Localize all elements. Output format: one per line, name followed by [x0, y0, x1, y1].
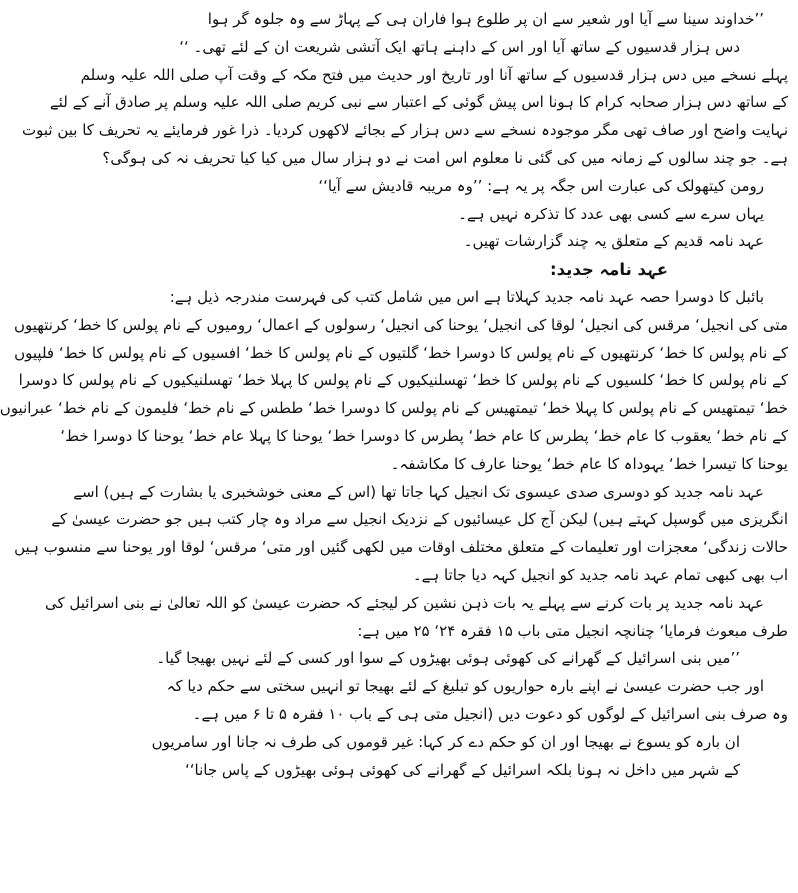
text-line: بائبل کا دوسرا حصہ عہد نامہ جدید کہلاتا ہے اس میں شامل کتب کی فہرست مندرجہ ذیل ہے: — [169, 287, 764, 306]
text-line: خط‘ تیمتھیس کے نام پولس کا پہلا خط‘ تیمتھیس کے نام پولس کا دوسرا خط‘ ططس کے نام خط‘ فلیمون کے نام خط‘ عبرانیوں — [0, 399, 788, 418]
text-line: کے نام پولس کا خط‘ کلسیوں کے نام پولس کا خط‘ تھسلنیکیوں کے نام پولس کا پہلا خط‘ تھسلنیکیوں کے نام پولس کا دوسرا — [18, 371, 788, 390]
text-line: اور جب حضرت عیسیٰ نے اپنے بارہ حواریوں کو تبلیغ کے لئے بھیجا تو انہیں سختی سے حکم دیا کہ — [166, 677, 764, 696]
text-line: کے شہر میں داخل نہ ہونا بلکہ اسرائیل کے گھرانے کی کھوئی ہوئی بھیڑوں کے پاس جانا‘‘ — [184, 760, 740, 779]
text-line: پہلے نسخے میں دس ہزار قدسیوں کے ساتھ آنا اور تاریخ اور حدیث میں فتح مکہ کے وقت آپ صلی اللہ علیہ وسلم — [80, 65, 788, 84]
text-line: نہایت واضح اور صاف تھی مگر موجودہ نسخے سے دس ہزار کے بجائے لاکھوں کردیا۔ ذرا غور فرمایئے یہ تحریف کا بین ثبوت — [22, 121, 788, 140]
text-line: عہد نامہ جدید کو دوسری صدی عیسوی تک انجیل کہا جاتا تھا (اس کے معنی خوشخبری یا بشارت کے ہیں) اسے — [73, 482, 764, 501]
text-line: کے ساتھ دس ہزار صحابہ کرام کا ہونا اس پیش گوئی کے اعتبار سے نبی کریم صلی اللہ علیہ وسلم پر صادق آنے کے لئے — [49, 93, 788, 112]
text-line: ’’میں بنی اسرائیل کے گھرانے کی کھوئی ہوئی بھیڑوں کے سوا اور کسی کے لئے نہیں بھیجا گیا۔ — [156, 649, 740, 668]
text-line: کے نام پولس کا خط‘ کرنتھیوں کے نام پولس کا دوسرا خط‘ گلتیوں کے نام پولس کا خط‘ افسیوں کے نام پولس کا خط‘ فلپیوں — [14, 343, 788, 362]
text-line: ان بارہ کو یسوع نے بھیجا اور ان کو حکم دے کر کہا: غیر قوموں کی طرف نہ جانا اور سامریوں — [151, 732, 740, 751]
text-line: کے نام خط‘ یعقوب کا عام خط‘ پطرس کا عام خط‘ پطرس کا دوسرا خط‘ یوحنا کا پہلا عام خط‘ یوحنا کا دوسرا خط‘ — [60, 426, 788, 445]
text-line: طرف مبعوث فرمایا‘ چنانچہ انجیل متی باب ۱۵ فقرہ ۲۴‘ ۲۵ میں ہے: — [357, 621, 788, 640]
text-line: انگریزی میں گوسپل کہتے ہیں) لیکن آج کل عیسائیوں کے نزدیک انجیل سے مراد وہ چار کتب ہیں جو حضرت عیسیٰ کے — [51, 510, 788, 529]
text-line: متی کی انجیل‘ مرقس کی انجیل‘ لوقا کی انجیل‘ یوحنا کی انجیل‘ رسولوں کے اعمال‘ رومیوں کے نام پولس کا خط‘ کرنتھیوں — [13, 315, 788, 334]
text-line: وہ صرف بنی اسرائیل کے لوگوں کو دعوت دیں (انجیل متی ہی کے باب ۱۰ فقرہ ۵ تا ۶ میں ہے۔ — [192, 704, 788, 723]
text-line: عہد نامہ جدید پر بات کرنے سے پہلے یہ بات ذہن نشین کر لیجئے کہ حضرت عیسیٰ کو اللہ تعالیٰ نے بنی اسرائیل کی — [44, 593, 764, 612]
text-line: اب بھی کبھی تمام عہد نامہ جدید کو انجیل کہہ دیا جاتا ہے۔ — [412, 565, 788, 584]
text-line: حالات زندگی‘ معجزات اور تعلیمات کے متعلق مختلف اوقات میں لکھی گئیں اور متی‘ مرقس‘ لوقا اور یوحنا سے منسوب ہیں — [14, 538, 788, 557]
text-line: یہاں سرے سے کسی بھی عدد کا تذکرہ نہیں ہے۔ — [458, 204, 764, 223]
text-line: ہے۔ جو چند سالوں کے زمانہ میں کی گئی نا معلوم اس امت نے دو ہزار سال میں کیا کیا تحریف نہ کی ہوگی؟ — [102, 148, 788, 167]
text-line: ’’خداوند سینا سے آیا اور شعیر سے ان پر طلوع ہوا فاران ہی کے پہاڑ سے وہ جلوہ گر ہوا — [207, 10, 764, 28]
section-heading: عہد نامہ جدید: — [550, 260, 668, 280]
text-line: دس ہزار قدسیوں کے ساتھ آیا اور اس کے داہنے ہاتھ ایک آتشی شریعت ان کے لئے تھی۔ ‘‘ — [179, 37, 740, 56]
text-line: عہد نامہ قدیم کے متعلق یہ چند گزارشات تھیں۔ — [463, 232, 764, 251]
text-line: رومن کیتھولک کی عبارت اس جگہ پر یہ ہے: ’’وہ مریبہ قادیش سے آیا‘‘ — [318, 176, 764, 195]
document-body — [0, 6, 788, 784]
text-line: یوحنا کا تیسرا خط‘ یہوداہ کا عام خط‘ یوحنا عارف کا مکاشفہ۔ — [390, 454, 788, 473]
